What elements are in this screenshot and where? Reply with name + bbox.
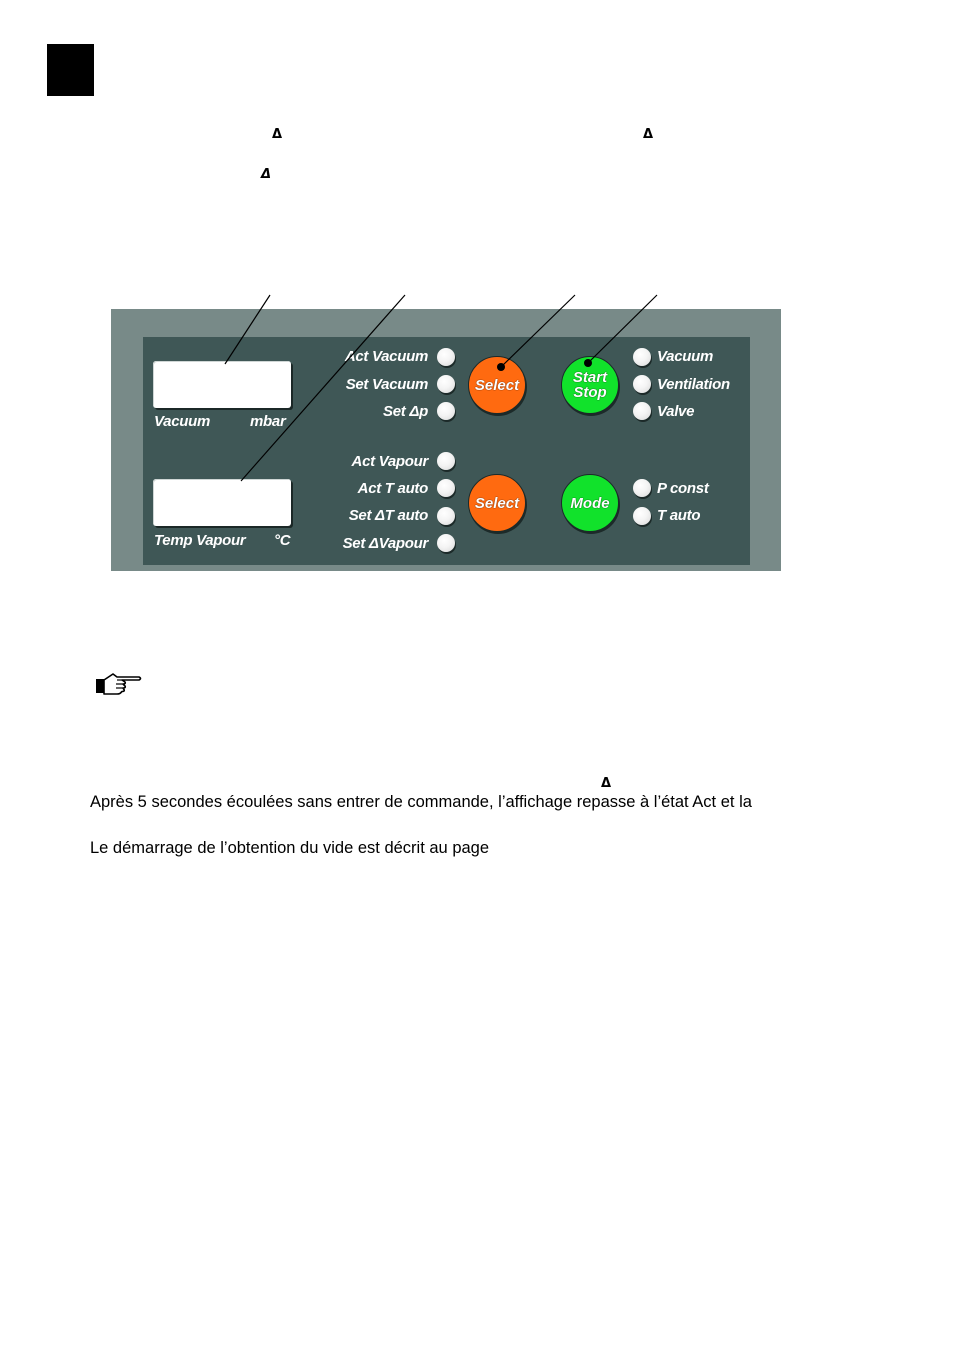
stop-label: Stop xyxy=(573,384,607,401)
leader-line-vacuum-display xyxy=(225,295,270,364)
p-const-label: P const xyxy=(657,480,709,497)
delta-symbol: Δ xyxy=(261,167,272,182)
act-t-auto-label: Act T auto xyxy=(357,480,428,497)
leader-line-temp-display xyxy=(241,295,405,481)
paragraph-timeout: Après 5 secondes écoulées sans entrer de commande, l’affichage repasse à l’état Act et la xyxy=(90,793,752,811)
start-label: Start xyxy=(572,369,608,386)
mode-label: Mode xyxy=(570,494,610,512)
act-vacuum-label: Act Vacuum xyxy=(344,348,428,365)
leader-dot-start-stop-button xyxy=(584,359,592,367)
act-vapour-label: Act Vapour xyxy=(351,453,428,470)
set-vacuum-label: Set Vacuum xyxy=(345,376,428,393)
delta-symbol: Δ xyxy=(643,127,654,142)
select-button-label: Select xyxy=(474,494,520,512)
leader-dot-select-button xyxy=(497,363,505,371)
delta-symbol: Δ xyxy=(272,127,283,142)
set-delta-vapour-label: Set ΔVapour xyxy=(342,535,428,552)
ventilation-status-label: Ventilation xyxy=(657,376,730,393)
select-button-label: Select xyxy=(474,376,520,394)
vacuum-display-label: Vacuum xyxy=(154,413,210,430)
t-auto-label: T auto xyxy=(657,507,701,524)
delta-symbol: Δ xyxy=(601,776,612,791)
leader-line-select-button xyxy=(501,295,575,367)
set-delta-p-label: Set Δp xyxy=(383,403,428,420)
vacuum-status-label: Vacuum xyxy=(657,348,713,365)
paragraph-start-vacuum: Le démarrage de l’obtention du vide est décrit au page xyxy=(90,839,490,857)
pointing-hand-icon xyxy=(95,670,143,696)
leader-line-start-stop-button xyxy=(588,295,657,363)
vacuum-display-unit: mbar xyxy=(250,413,286,430)
set-delta-t-auto-label: Set ΔT auto xyxy=(348,507,428,524)
temp-display-label: Temp Vapour xyxy=(154,532,246,549)
temp-display-unit: °C xyxy=(274,532,291,549)
valve-status-label: Valve xyxy=(657,403,695,420)
